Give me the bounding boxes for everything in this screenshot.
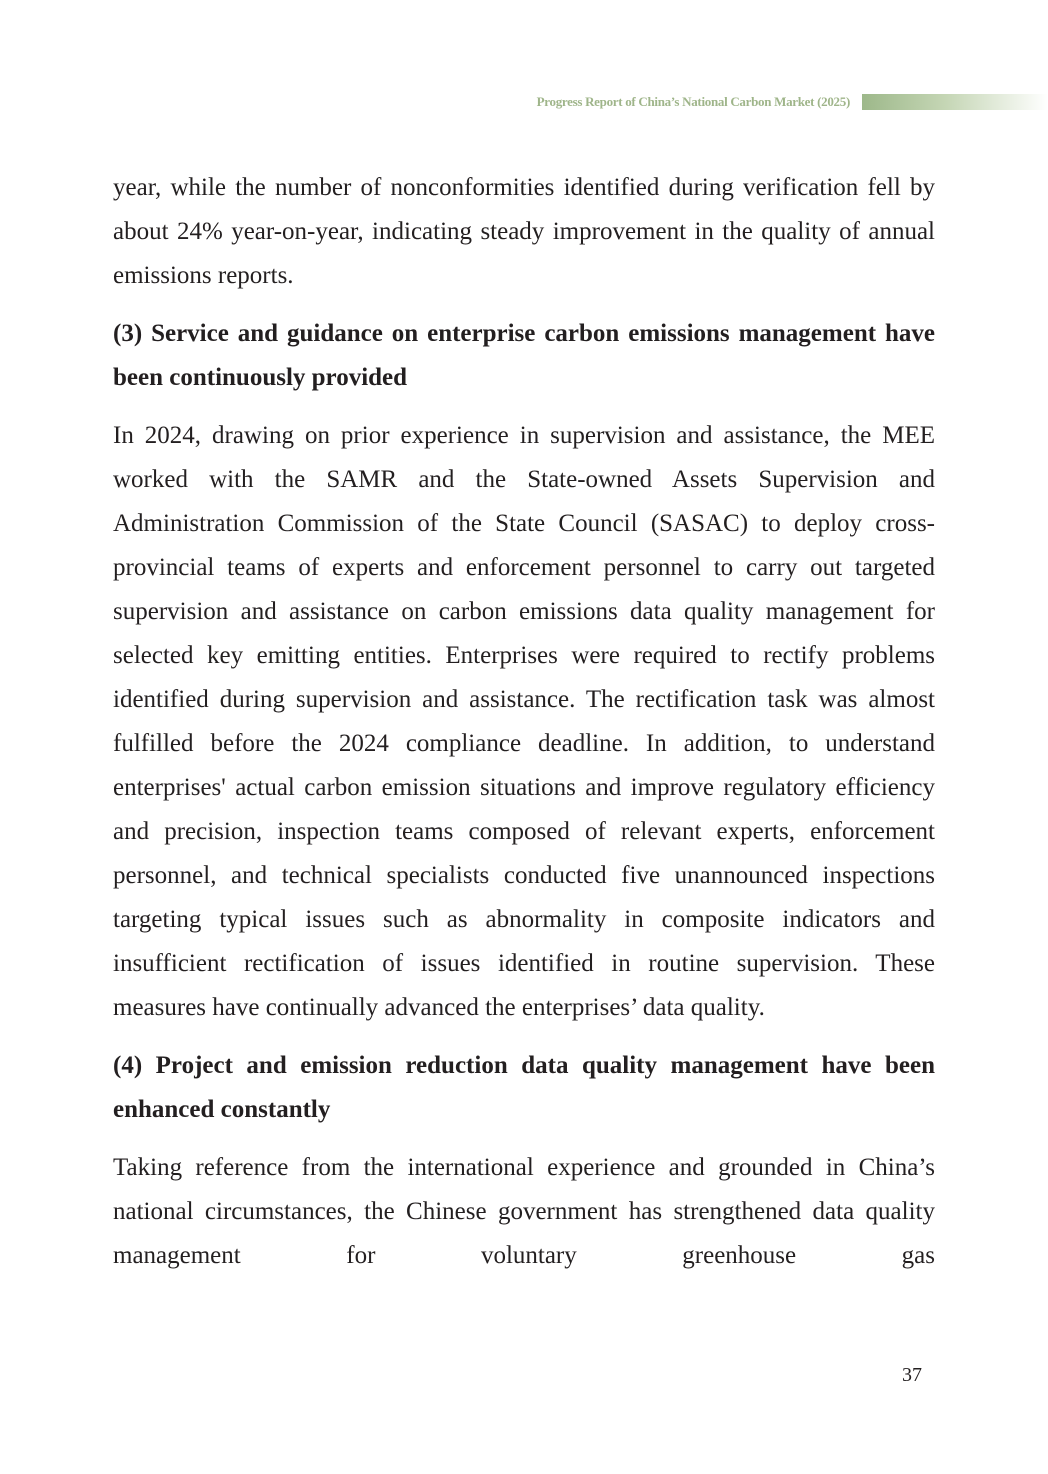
running-title: Progress Report of China’s National Carbon Market (2025) — [536, 94, 850, 109]
section-3-heading: (3) Service and guidance on enterprise carbon emissions management have been continuously provided — [113, 320, 935, 391]
paragraph-continued: year, while the number of nonconformities identified during verification fell by about 24% year-on-year, indicating steady improvement in the quality of annual emissions reports. — [113, 174, 935, 289]
section-4-body: Taking reference from the international experience and grounded in China’s national circumstances, the Chinese government has strengthened data quality management for voluntary greenhouse gas — [113, 1154, 935, 1269]
header-gradient-bar — [862, 94, 1048, 110]
section-3-body: In 2024, drawing on prior experience in supervision and assistance, the MEE worked with the SAMR and the State-owned Assets Supervision and Administration Commission of the State Council (SASAC) to deploy cross-provincial teams of experts and enforcement personnel to carry out targeted supervision and assistance on carbon emissions data quality management for selected key emitting entities. Enterprises were required to rectify problems identified during supervision and assistance. The rectification task was almost fulfilled before the 2024 compliance deadline. In addition, to understand enterprises' actual carbon emission situations and improve regulatory efficiency and precision, inspection teams composed of relevant experts, enforcement personnel, and technical specialists conducted five unannounced inspections targeting typical issues such as abnormality in composite indicators and insufficient rectification of issues identified in routine supervision. These measures have continually advanced the enterprises’ data quality. — [113, 422, 935, 1021]
page-number: 37 — [902, 1364, 922, 1386]
section-4-heading: (4) Project and emission reduction data quality management have been enhanced constantly — [113, 1052, 935, 1123]
page-content — [113, 166, 935, 1278]
running-header — [0, 92, 1048, 112]
